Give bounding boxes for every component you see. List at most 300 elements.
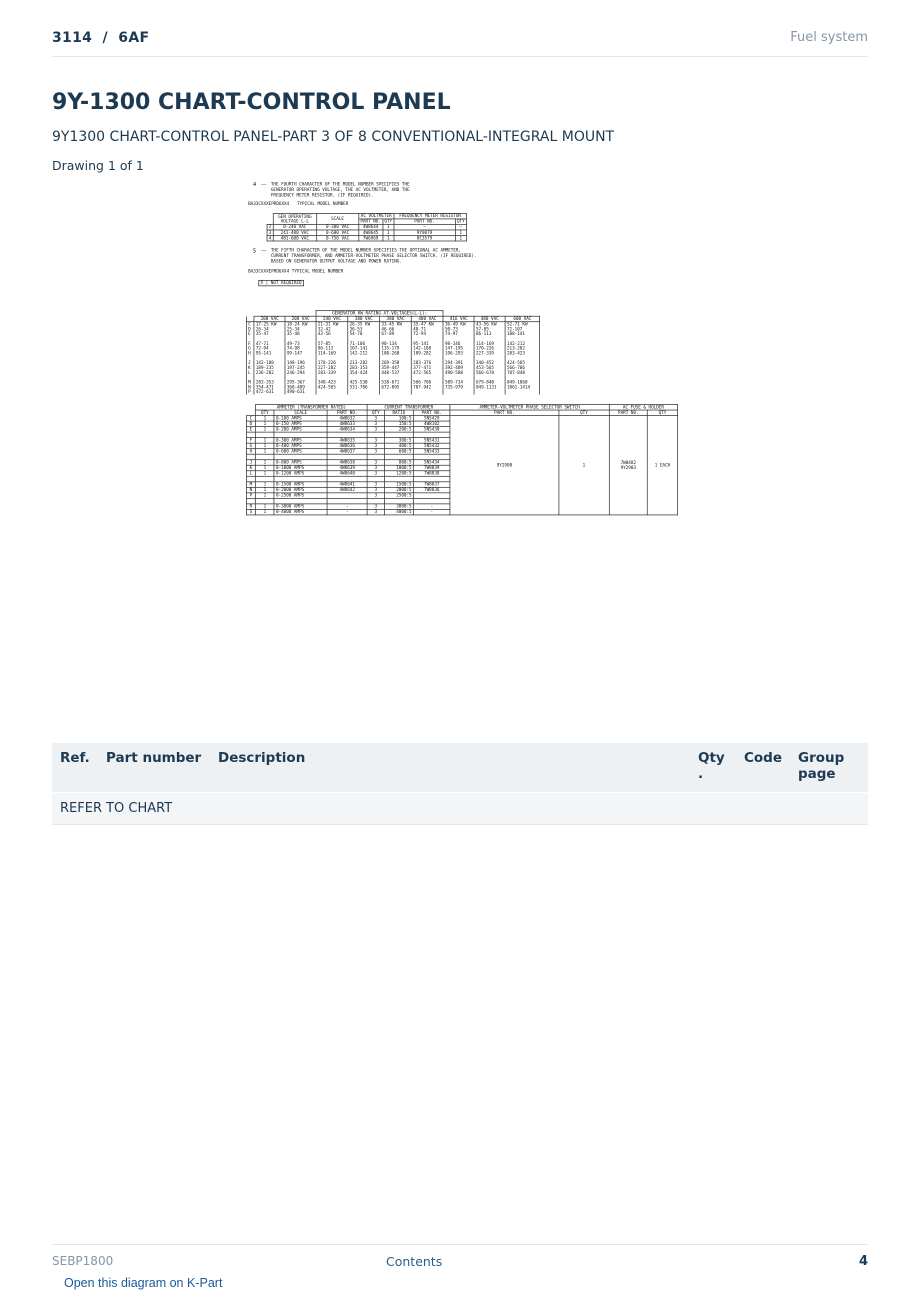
kw-rating-table: [246, 310, 540, 394]
table-cell: 4W8633: [327, 421, 367, 427]
table-cell: 283-353: [254, 380, 285, 385]
table-subheader: RATIO: [384, 410, 413, 416]
table-cell: 1: [256, 443, 275, 449]
table-cell: 0-800 AMPS: [274, 460, 327, 466]
table-header: AC VOLTMETER: [359, 213, 394, 219]
table-cell: 21-31 KW: [316, 322, 348, 327]
table-cell: 377-471: [411, 366, 443, 371]
table-cell: 0-200 AMPS: [274, 427, 327, 433]
table-cell: 354-424: [348, 370, 380, 375]
table-subheader: QTY: [367, 410, 384, 416]
table-cell: 107-141: [348, 346, 380, 351]
table-cell: 283-353: [348, 366, 380, 371]
table-cell: [380, 390, 412, 395]
table-cell: 197-245: [285, 366, 316, 371]
table-subheader: SCALE: [274, 410, 327, 416]
table-cell: 368-489: [285, 385, 316, 390]
page-title: 9Y-1300 CHART-CONTROL PANEL: [52, 90, 451, 115]
table-cell: 0-1000 AMPS: [274, 465, 327, 471]
table-cell: 72-107: [505, 327, 539, 332]
column-description: Description: [210, 743, 690, 793]
table-cell: 1: [383, 230, 394, 236]
row-code: C: [246, 416, 255, 422]
table-cell: 32-42: [316, 327, 348, 332]
row-code: D: [246, 327, 254, 332]
row-code: D: [246, 421, 255, 427]
table-header: SCALE: [317, 213, 359, 224]
table-header: GEN OPERATING VOLTAGE L-L: [273, 213, 316, 224]
table-cell: 47-71: [254, 341, 285, 346]
fuse-part-number: 9Y2903: [620, 465, 637, 471]
table-cell: 7W8836: [413, 487, 450, 493]
table-cell: 142-212: [505, 341, 539, 346]
table-cell: 0-240 VAC: [273, 224, 316, 230]
table-cell: 26-34: [254, 327, 285, 332]
table-cell: 0-600 VAC: [317, 230, 359, 236]
table-cell: 35-47: [254, 332, 285, 337]
table-cell: 490-631: [285, 390, 316, 395]
table-cell: 1: [256, 471, 275, 477]
table-header: AC FUSE & HOLDER: [609, 405, 677, 411]
row-code: M: [246, 380, 254, 385]
table-cell: 200:5: [384, 427, 413, 433]
table-cell: 1: [256, 427, 275, 433]
model-label: 3114 / 6AF: [52, 30, 150, 46]
column-header: 200 VAC: [254, 316, 285, 322]
table-cell: 54-70: [348, 332, 380, 337]
table-cell: 5N5433: [413, 449, 450, 455]
table-cell: 2000:5: [384, 487, 413, 493]
table-cell: 35-48: [285, 332, 316, 337]
table-cell: 566-678: [474, 370, 505, 375]
table-cell: 4W8635: [327, 438, 367, 444]
table-cell: 48-71: [411, 327, 443, 332]
table-cell: 74-97: [443, 332, 474, 337]
document-id: SEBP1800: [52, 1254, 114, 1268]
table-cell: 52-71 KW: [505, 322, 539, 327]
table-cell: 679-848: [474, 380, 505, 385]
table-cell: 150:5: [384, 421, 413, 427]
table-cell: 7W8837: [413, 482, 450, 488]
table-subheader: PART NO.: [609, 410, 647, 416]
table-cell: 95-141: [254, 351, 285, 356]
page-header: [52, 28, 868, 57]
table-cell: 36-49 KW: [443, 322, 474, 327]
table-cell: 135-179: [380, 346, 412, 351]
note-number: 5: [252, 247, 257, 254]
table-cell: 3: [367, 427, 384, 433]
row-code: G: [246, 443, 255, 449]
row-code: C: [246, 322, 254, 327]
table-cell: 8C3579: [394, 235, 455, 241]
table-cell: 1: [256, 487, 275, 493]
table-subheader: PART NO.: [394, 219, 455, 225]
table-cell: 3: [367, 482, 384, 488]
table-cell: 4W8638: [327, 460, 367, 466]
refer-to-chart: REFER TO CHART: [52, 793, 868, 825]
table-cell: -: [413, 504, 450, 510]
table-cell: 35-47 KW: [411, 322, 443, 327]
column-header: 380 VAC: [380, 316, 412, 322]
table-cell: 17-25 KW: [254, 322, 285, 327]
table-cell: 100:5: [384, 416, 413, 422]
table-cell: 246-294: [285, 370, 316, 375]
table-cell: 0-400 AMPS: [274, 443, 327, 449]
row-code: M: [246, 482, 255, 488]
table-cell: 283-376: [411, 361, 443, 366]
table-cell: [348, 390, 380, 395]
table-cell: [505, 390, 539, 395]
table-cell: 424-565: [505, 361, 539, 366]
table-cell: 1: [256, 509, 275, 515]
table-cell: 99-147: [285, 351, 316, 356]
column-qty: Qty .: [690, 743, 736, 793]
table-cell: 283-423: [505, 351, 539, 356]
column-header: 380 VAC: [348, 316, 380, 322]
table-cell: 490-588: [443, 370, 474, 375]
table-cell: 170-226: [474, 346, 505, 351]
table-cell: 849-1131: [474, 385, 505, 390]
typical-model-number: BA33CXXXEPRD6XX4 TYPICAL MODEL NUMBER: [248, 268, 344, 274]
table-cell: 707-942: [411, 385, 443, 390]
table-cell: 735-979: [443, 385, 474, 390]
note-leader: ——: [261, 182, 267, 187]
row-code: P: [246, 493, 255, 499]
table-cell: 36-53: [348, 327, 380, 332]
table-cell: —: [455, 224, 466, 230]
column-header: 400 VAC: [411, 316, 443, 322]
table-cell: 114-169: [474, 341, 505, 346]
table-cell: 7W6969: [359, 235, 383, 241]
row-code: G: [246, 346, 254, 351]
row-code: N: [246, 487, 255, 493]
table-cell: 25-34: [285, 327, 316, 332]
row-code: H: [246, 449, 255, 455]
selector-switch-qty: 1: [559, 416, 609, 515]
table-cell: 71-106: [348, 341, 380, 346]
table-subheader: QTY: [647, 410, 677, 416]
ammeter-table: [246, 404, 678, 515]
row-code: 3: [268, 230, 272, 236]
table-header: FREQUENCY METER RESISTOR: [394, 213, 467, 219]
row-code: F: [246, 438, 255, 444]
table-cell: 4W8639: [327, 465, 367, 471]
table-cell: 213-282: [505, 346, 539, 351]
table-cell: 0-600 AMPS: [274, 449, 327, 455]
table-cell: 7W8839: [413, 465, 450, 471]
table-cell: 3: [367, 509, 384, 515]
table-cell: 72-94: [254, 346, 285, 351]
kw-table-title: GENERATOR KW RATING AT-VOLTAGES(L-L):: [316, 311, 443, 317]
row-code: S: [246, 509, 255, 515]
table-cell: 50-73: [443, 327, 474, 332]
table-cell: 0-150 AMPS: [274, 421, 327, 427]
table-cell: 1: [455, 235, 466, 241]
row-code: J: [246, 361, 254, 366]
table-cell: 672-895: [380, 385, 412, 390]
table-cell: 294-391: [443, 361, 474, 366]
fuse-part-number: 7W0482: [620, 460, 637, 466]
page-footer: [52, 1244, 868, 1275]
table-cell: 472-565: [411, 370, 443, 375]
row-code: P: [246, 390, 254, 395]
table-cell: 2500:5: [384, 493, 413, 499]
table-cell: 1: [256, 465, 275, 471]
table-cell: 359-447: [380, 366, 412, 371]
table-header: AMMETER-VOLTMETER PHASE SELECTOR SWITCH: [450, 405, 609, 411]
table-subheader: PART NO.: [413, 410, 450, 416]
table-cell: 269-358: [380, 361, 412, 366]
table-cell: 0-750 VAC: [317, 235, 359, 241]
table-cell: 589-734: [443, 380, 474, 385]
table-cell: 0-300 VAC: [317, 224, 359, 230]
table-cell: -: [327, 509, 367, 515]
option-label: NOT REQUIRED: [270, 280, 302, 286]
fuse-holder-qty: 1 EACH: [647, 416, 677, 515]
table-cell: 213-282: [348, 361, 380, 366]
row-code: K: [246, 366, 254, 371]
table-cell: 0-300 AMPS: [274, 438, 327, 444]
table-cell: 392-489: [443, 366, 474, 371]
table-cell: 5N5432: [413, 443, 450, 449]
table-cell: 189-282: [411, 351, 443, 356]
table-subheader: QTY: [384, 219, 393, 225]
table-cell: 3: [367, 471, 384, 477]
table-cell: 1200:5: [384, 471, 413, 477]
table-cell: 9Y0879: [394, 230, 455, 236]
table-cell: 3: [367, 438, 384, 444]
table-cell: [474, 390, 505, 395]
table-cell: 4W8634: [327, 427, 367, 433]
table-cell: 472-631: [254, 390, 285, 395]
table-cell: 4000:5: [384, 509, 413, 515]
page-subtitle: 9Y1300 CHART-CONTROL PANEL-PART 3 OF 8 CONVENTIONAL-INTEGRAL MOUNT: [52, 129, 615, 145]
table-cell: 43-56 KW: [474, 322, 505, 327]
table-cell: 4W8636: [327, 443, 367, 449]
table-cell: 108-141: [505, 332, 539, 337]
table-cell: 49-73: [285, 341, 316, 346]
table-subheader: QTY: [256, 410, 275, 416]
row-code: 4: [268, 235, 272, 241]
table-cell: 3: [367, 449, 384, 455]
table-row: [246, 390, 539, 395]
row-code: E: [246, 332, 254, 337]
table-cell: 90-134: [380, 341, 412, 346]
table-cell: 18-24 KW: [285, 322, 316, 327]
table-cell: 4W8645: [359, 230, 383, 236]
table-cell: -: [413, 509, 450, 515]
row-code: F: [246, 341, 254, 346]
table-cell: 3: [367, 504, 384, 510]
column-header: 208 VAC: [285, 316, 316, 322]
row-code: L: [246, 471, 255, 477]
table-cell: 147-195: [443, 346, 474, 351]
table-cell: 241-480 VAC: [273, 230, 316, 236]
table-cell: 425-530: [348, 380, 380, 385]
table-cell: 72-94: [411, 332, 443, 337]
table-cell: 448-537: [380, 370, 412, 375]
table-cell: 4W8102: [413, 421, 450, 427]
table-cell: 340-423: [316, 380, 348, 385]
table-cell: 5N5429: [413, 416, 450, 422]
row-code: R: [246, 504, 255, 510]
table-cell: 5N5431: [413, 438, 450, 444]
table-cell: 3: [367, 465, 384, 471]
table-cell: 0-100 AMPS: [274, 416, 327, 422]
table-cell: 0-2500 AMPS: [274, 493, 327, 499]
table-cell: 1000:5: [384, 465, 413, 471]
table-cell: 4W8641: [327, 482, 367, 488]
table-cell: 481-600 VAC: [273, 235, 316, 241]
table-cell: 148-196: [285, 361, 316, 366]
note-4: [253, 182, 529, 199]
table-cell: 5N5430: [413, 427, 450, 433]
column-ref: Ref.: [52, 743, 98, 793]
voltage-table: [267, 213, 467, 241]
table-cell: 236-282: [254, 370, 285, 375]
table-cell: 531-706: [348, 385, 380, 390]
not-required-box: X | NOT REQUIRED: [258, 280, 303, 286]
table-cell: 4W8644: [359, 224, 383, 230]
table-cell: [316, 390, 348, 395]
note-text: THE FOURTH CHARACTER OF THE MODEL NUMBER SPECIFIES THE GENERATOR OPERATING VOLTAGE, THE AC VOLTMETER, AND THE FREQUENCY METER RESISTOR. (IF REQUIRED).: [270, 182, 410, 198]
table-cell: 295-367: [285, 380, 316, 385]
table-cell: 1061-1414: [505, 385, 539, 390]
table-cell: 43-56: [316, 332, 348, 337]
parts-table: [52, 743, 868, 825]
row-code: L: [246, 370, 254, 375]
row-code: J: [246, 460, 255, 466]
table-cell: 3: [367, 416, 384, 422]
table-cell: 0-1200 AMPS: [274, 471, 327, 477]
table-cell: 1500:5: [384, 482, 413, 488]
table-cell: 74-98: [285, 346, 316, 351]
table-cell: 1: [256, 416, 275, 422]
row-code: 2: [268, 224, 272, 230]
table-cell: -: [327, 504, 367, 510]
table-cell: 1: [383, 235, 394, 241]
table-cell: 283-339: [316, 370, 348, 375]
table-cell: 3000:5: [384, 504, 413, 510]
table-subheader: PART NO.: [327, 410, 367, 416]
typical-model-number: BA33CXXXEPRD6XX4 TYPICAL MODEL NUMBER: [248, 201, 349, 207]
table-cell: 0-4000 AMPS: [274, 509, 327, 515]
table-cell: 46-66: [380, 327, 412, 332]
table-cell: 3: [367, 487, 384, 493]
table-cell: 1: [256, 421, 275, 427]
table-cell: —: [394, 224, 455, 230]
table-cell: 227-282: [316, 366, 348, 371]
table-cell: 566-706: [505, 366, 539, 371]
table-cell: 453-565: [474, 366, 505, 371]
row-code: N: [246, 385, 254, 390]
row-code: K: [246, 465, 255, 471]
table-cell: 424-565: [316, 385, 348, 390]
table-cell: [411, 390, 443, 395]
table-header: AMMETER (TRANSFORMER RATED): [256, 405, 368, 411]
table-cell: 4W8632: [327, 416, 367, 422]
table-cell: 142-188: [254, 361, 285, 366]
table-cell: 57-85: [316, 341, 348, 346]
table-subheader: QTY: [559, 410, 609, 416]
table-cell: 400:5: [384, 443, 413, 449]
table-cell: 142-188: [411, 346, 443, 351]
table-cell: 1: [383, 224, 394, 230]
table-cell: 1: [256, 449, 275, 455]
column-group-page: Group page: [790, 743, 868, 793]
table-cell: 538-671: [380, 380, 412, 385]
table-cell: 1: [256, 438, 275, 444]
table-subheader: QTY: [456, 219, 465, 225]
table-cell: 86-113: [474, 332, 505, 337]
section-label: Fuel system: [790, 30, 868, 45]
table-cell: 98-146: [443, 341, 474, 346]
page-number: 4: [858, 1254, 868, 1269]
table-subheader: PART NO.: [450, 410, 559, 416]
table-cell: 196-293: [443, 351, 474, 356]
table-row: [52, 793, 868, 825]
row-code: H: [246, 351, 254, 356]
kpart-link[interactable]: Open this diagram on K-Part: [64, 1276, 223, 1290]
table-cell: 354-471: [254, 385, 285, 390]
contents-link[interactable]: Contents: [386, 1254, 443, 1269]
table-subheader: PART NO.: [360, 219, 381, 225]
table-cell: 4W8642: [327, 487, 367, 493]
table-cell: 800:5: [384, 460, 413, 466]
table-row: [267, 235, 466, 241]
table-cell: 33-45 KW: [380, 322, 412, 327]
table-cell: 849-1060: [505, 380, 539, 385]
note-number: 4: [252, 181, 257, 188]
note-leader: ——: [261, 248, 267, 254]
table-cell: 170-226: [316, 361, 348, 366]
table-cell: 189-235: [254, 366, 285, 371]
table-cell: [443, 390, 474, 395]
row-code: E: [246, 427, 255, 433]
table-cell: 180-268: [380, 351, 412, 356]
option-code: X: [260, 280, 264, 286]
table-cell: 0-2000 AMPS: [274, 487, 327, 493]
table-cell: 4W8637: [327, 449, 367, 455]
table-cell: 7W8838: [413, 471, 450, 477]
table-cell: 142-212: [348, 351, 380, 356]
table-cell: 26-35 KW: [348, 322, 380, 327]
table-cell: 1: [455, 230, 466, 236]
table-header: CURRENT TRANSFORMER: [367, 405, 450, 411]
table-cell: 300:5: [384, 438, 413, 444]
drawing[interactable]: [246, 181, 671, 515]
table-cell: 1: [256, 504, 275, 510]
table-cell: 57-85: [474, 327, 505, 332]
table-cell: 0-1500 AMPS: [274, 482, 327, 488]
column-code: Code: [736, 743, 790, 793]
table-cell: 114-169: [316, 351, 348, 356]
table-cell: 3: [367, 460, 384, 466]
note-text: THE FIFTH CHARACTER OF THE MODEL NUMBER SPECIFIES THE OPTIONAL AC AMMETER, CURRENT TRANSFORMER, AND AMMETER-VOLTMETER PHASE SELECTOR SWITCH. (IF REQUIRED). BASED ON GENERATOR OUTPUT VOLTAGE AND POWER RATING.: [270, 248, 477, 265]
column-header: 600 VAC: [505, 316, 539, 322]
table-cell: 1: [256, 460, 275, 466]
table-cell: 86-113: [316, 346, 348, 351]
column-header: 416 VAC: [443, 316, 474, 322]
table-cell: 3: [367, 421, 384, 427]
table-cell: 3: [367, 493, 384, 499]
column-header: 480 VAC: [474, 316, 505, 322]
table-cell: 227-339: [474, 351, 505, 356]
table-cell: 3: [367, 443, 384, 449]
drawing-count: Drawing 1 of 1: [52, 158, 144, 173]
table-cell: 67-89: [380, 332, 412, 337]
table-cell: 1: [256, 482, 275, 488]
